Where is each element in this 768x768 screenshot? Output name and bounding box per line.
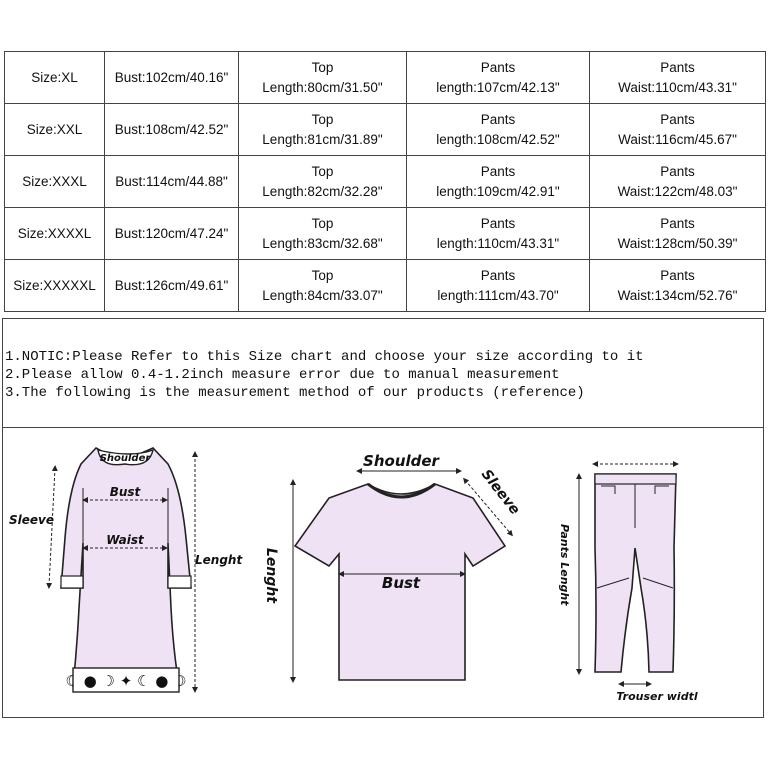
pants-waist-title: Pants bbox=[660, 215, 695, 231]
top-length-title: Top bbox=[311, 59, 334, 75]
pants-length-cell bbox=[407, 208, 590, 260]
pants-length-value: length:107cm/42.13" bbox=[436, 79, 560, 95]
dress-sleeve-line bbox=[49, 468, 55, 586]
dress-hem-pattern: ☾ ● ☽ ✦ ☾ ● ☽ bbox=[65, 672, 187, 690]
top-length-cell bbox=[239, 156, 407, 208]
bust-cell: Bust:114cm/44.88" bbox=[105, 156, 239, 208]
pants-waist-title: Pants bbox=[660, 267, 695, 283]
top-length-title: Top bbox=[311, 215, 334, 231]
pants-length-title: Pants bbox=[480, 111, 516, 127]
pants-waist-value: Waist:110cm/43.31" bbox=[618, 79, 737, 95]
pants-length-title: Pants bbox=[480, 267, 516, 283]
size-table bbox=[4, 51, 766, 312]
table-row bbox=[5, 260, 766, 312]
pants-waist-title: Pants bbox=[660, 111, 695, 127]
top-length-value: Length:83cm/32.68" bbox=[262, 235, 383, 251]
notes-box bbox=[2, 318, 764, 428]
top-length-cell bbox=[239, 52, 407, 104]
tshirt-sleeve-label: Sleeve bbox=[477, 466, 523, 518]
pants-waist-cell bbox=[590, 208, 766, 260]
bust-cell: Bust:126cm/49.61" bbox=[105, 260, 239, 312]
dress-cuff-right bbox=[168, 576, 191, 588]
pants-waist-title: Pants bbox=[660, 59, 695, 75]
pants-waist-value: Waist:122cm/48.03" bbox=[617, 183, 738, 199]
top-length-value: Length:84cm/33.07" bbox=[262, 287, 383, 303]
bust-cell: Bust:108cm/42.52" bbox=[105, 104, 239, 156]
top-length-cell bbox=[239, 260, 407, 312]
dress-cuff-left bbox=[61, 576, 83, 588]
dress-illustration bbox=[9, 448, 243, 692]
pants-length-title: Pants bbox=[480, 59, 516, 75]
bust-cell: Bust:120cm/47.24" bbox=[105, 208, 239, 260]
size-table-body bbox=[5, 52, 766, 312]
dress-length-label: Lenght bbox=[195, 553, 243, 567]
top-length-title: Top bbox=[311, 267, 334, 283]
tshirt-illustration bbox=[263, 452, 523, 680]
dress-bust-label: Bust bbox=[109, 485, 141, 499]
pants-length-cell bbox=[407, 156, 590, 208]
pants-length-cell bbox=[407, 104, 590, 156]
pants-waist-title: Pants bbox=[660, 163, 695, 179]
dress-body bbox=[61, 448, 191, 686]
top-length-cell bbox=[239, 208, 407, 260]
pants-waist-cell bbox=[590, 104, 766, 156]
pants-length-value: length:110cm/43.31" bbox=[436, 235, 560, 251]
top-length-value: Length:82cm/32.28" bbox=[262, 183, 383, 199]
note-line-3: 3.The following is the measurement method of our products (reference) bbox=[5, 385, 585, 401]
top-length-title: Top bbox=[311, 111, 334, 127]
table-row bbox=[5, 52, 766, 104]
pants-length-value: length:109cm/42.91" bbox=[436, 183, 560, 199]
pants-length-cell bbox=[407, 260, 590, 312]
tshirt-length-label: Lenght bbox=[263, 548, 279, 604]
pants-width-label: Trouser widtl bbox=[616, 690, 698, 703]
pants-illustration bbox=[558, 464, 698, 703]
pants-waist-cell bbox=[590, 52, 766, 104]
size-cell: Size:XXXXL bbox=[5, 208, 105, 260]
dress-waist-label: Waist bbox=[106, 533, 144, 547]
pants-waist-value: Waist:134cm/52.76" bbox=[617, 287, 738, 303]
tshirt-bust-label: Bust bbox=[381, 574, 421, 592]
pants-waist-value: Waist:116cm/45.67" bbox=[618, 131, 737, 147]
table-row bbox=[5, 208, 766, 260]
table-row bbox=[5, 156, 766, 208]
pants-length-title: Pants bbox=[480, 215, 516, 231]
size-cell: Size:XXL bbox=[5, 104, 105, 156]
pants-length-cell bbox=[407, 52, 590, 104]
top-length-title: Top bbox=[311, 163, 334, 179]
pants-waist-cell bbox=[590, 260, 766, 312]
pants-waist-value: Waist:128cm/50.39" bbox=[617, 235, 738, 251]
size-cell: Size:XL bbox=[5, 52, 105, 104]
note-line-2: 2.Please allow 0.4-1.2inch measure error due to manual measurement bbox=[5, 367, 560, 383]
pants-length-label: Pants Lenght bbox=[558, 524, 571, 606]
top-length-value: Length:81cm/31.89" bbox=[262, 131, 383, 147]
top-length-cell bbox=[239, 104, 407, 156]
dress-shoulder-label: Shoulder bbox=[99, 453, 151, 464]
size-cell: Size:XXXL bbox=[5, 156, 105, 208]
tshirt-shoulder-label: Shoulder bbox=[363, 452, 439, 470]
dress-sleeve-label: Sleeve bbox=[9, 513, 54, 527]
top-length-value: Length:80cm/31.50" bbox=[262, 79, 383, 95]
pants-length-value: length:111cm/43.70" bbox=[437, 287, 559, 303]
pants-waistband bbox=[595, 474, 676, 484]
pants-length-title: Pants bbox=[480, 163, 516, 179]
table-row bbox=[5, 104, 766, 156]
pants-waist-cell bbox=[590, 156, 766, 208]
measurement-diagram bbox=[2, 428, 764, 718]
size-cell: Size:XXXXXL bbox=[5, 260, 105, 312]
pants-length-value: length:108cm/42.52" bbox=[436, 131, 560, 147]
bust-cell: Bust:102cm/40.16" bbox=[105, 52, 239, 104]
diagram-svg bbox=[3, 428, 765, 718]
note-line-1: 1.NOTIC:Please Refer to this Size chart and choose your size according to it bbox=[5, 349, 644, 365]
